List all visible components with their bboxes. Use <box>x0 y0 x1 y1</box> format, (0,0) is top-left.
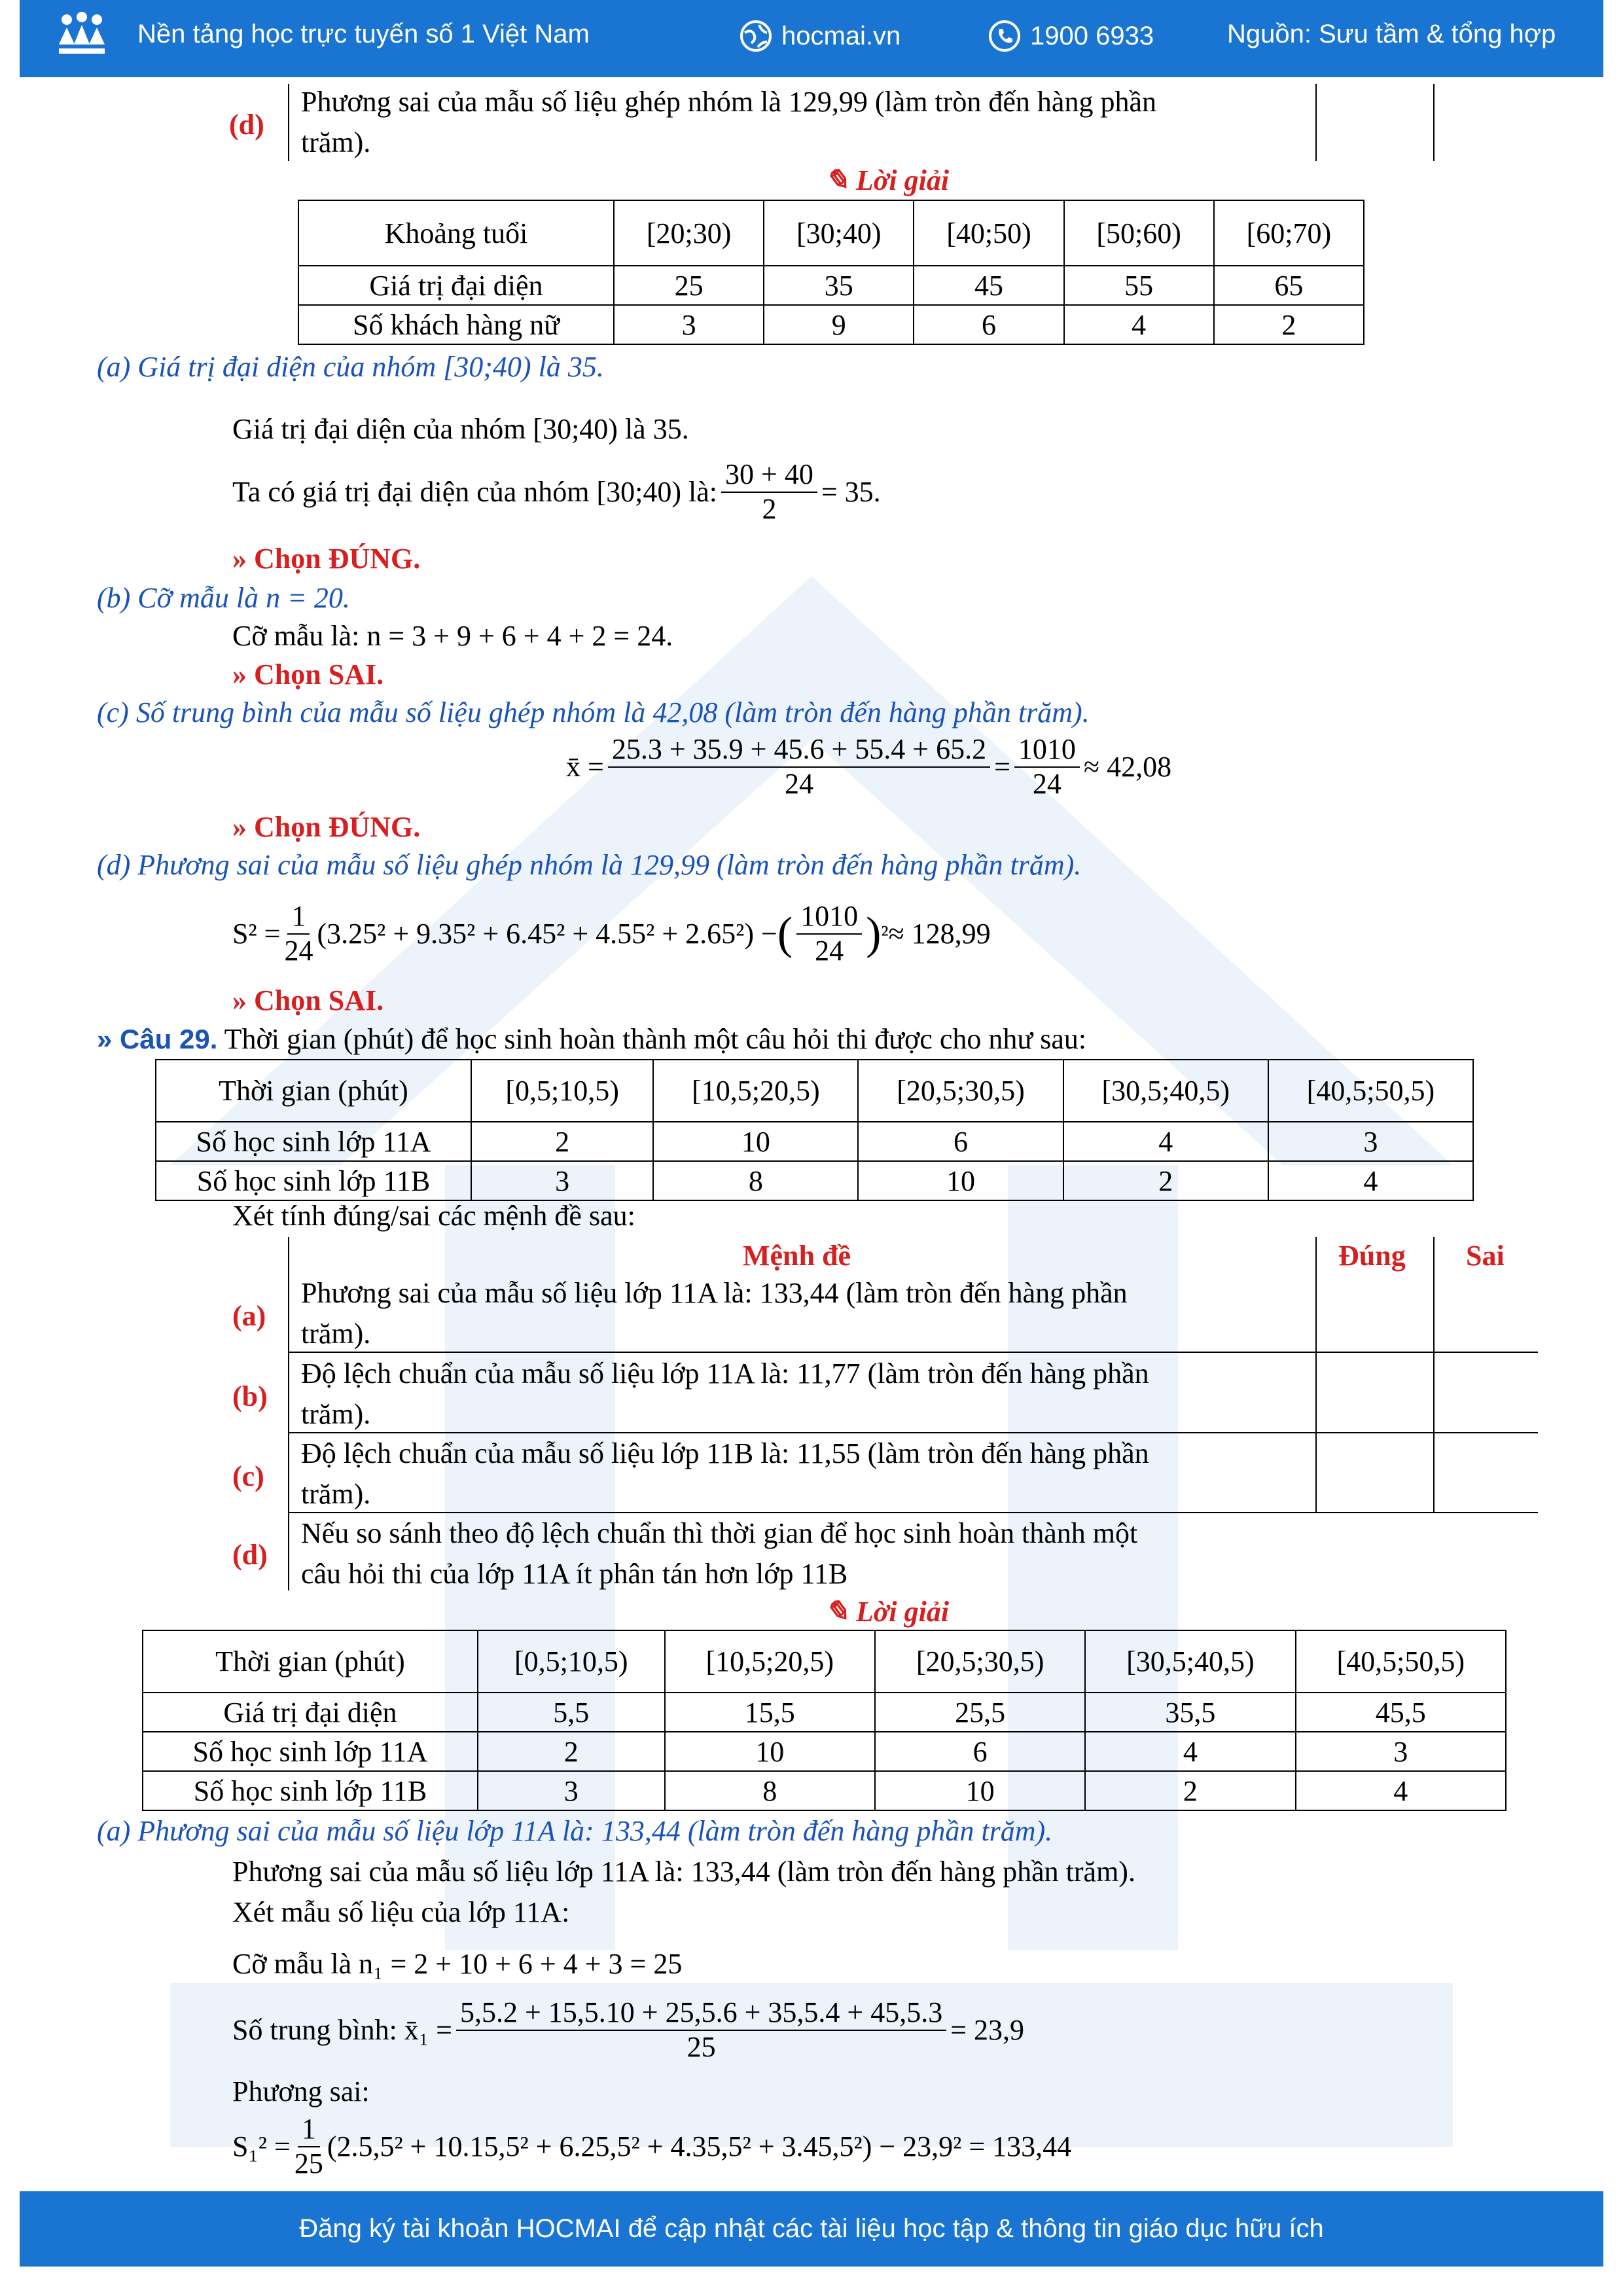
table-cell: 35,5 <box>1085 1693 1295 1732</box>
statement-label: (c) <box>232 1460 264 1492</box>
sol2-a-variance: S₁² = $\frac{1}{25}$ (2.5,5² + 10.15,5² + 6.25,5² + 4.35,5² + 3.45,5²) − 23,9² = 133,44 <box>232 2113 1072 2179</box>
table-header-cell: Thời gian (phút) <box>143 1630 478 1693</box>
table-cell: 5,5 <box>478 1693 665 1732</box>
table-cell: 2 <box>478 1732 665 1771</box>
sol1-c-choice: » Chọn ĐÚNG. <box>232 811 421 843</box>
table-cell: 6 <box>875 1732 1085 1771</box>
table-header-cell: [30,5;40,5) <box>1063 1060 1268 1122</box>
statement-line: Độ lệch chuẩn của mẫu số liệu lớp 11B là: 11,55 (làm tròn đến hàng phần <box>301 1437 1149 1469</box>
table-header-cell: [20,5;30,5) <box>858 1060 1063 1122</box>
table-header-cell: Thời gian (phút) <box>156 1060 471 1122</box>
table-header-cell: [0,5;10,5) <box>471 1060 653 1122</box>
question-29 <box>97 1022 1086 1056</box>
question-29-label: » Câu 29. <box>97 1024 218 1054</box>
table-cell: 2 <box>1063 1161 1268 1200</box>
table-cell: 3 <box>471 1161 653 1200</box>
table-header-cell: [30,5;40,5) <box>1085 1630 1295 1693</box>
sol1-b-choice: » Chọn SAI. <box>232 658 384 691</box>
table-cell: 45 <box>914 266 1063 305</box>
top-row-line2: trăm). <box>301 126 371 158</box>
statement-line: trăm). <box>301 1398 371 1430</box>
sol1-b-line1: Cỡ mẫu là: n = 3 + 9 + 6 + 4 + 2 = 24. <box>232 620 673 652</box>
sol2-a-line3: Cỡ mẫu là n₁ = 2 + 10 + 6 + 4 + 3 = 25 <box>232 1948 683 1980</box>
table-header-cell: [0,5;10,5) <box>478 1630 665 1693</box>
column-statement: Mệnh đề <box>743 1240 851 1272</box>
sol2-a-statement: (a) Phương sai của mẫu số liệu lớp 11A là: 133,44 (làm tròn đến hàng phần trăm). <box>97 1815 1053 1847</box>
sol1-a-line2: Ta có giá trị đại diện của nhóm [30;40) là: $\frac{30 + 40}{2}$ = 35. <box>232 458 881 525</box>
table-cell: 35 <box>764 266 914 305</box>
table-cell: 3 <box>614 305 764 344</box>
solution-heading-1: ✎ Lời giải <box>825 164 950 196</box>
table-cell: 4 <box>1296 1771 1506 1810</box>
sol1-c-statement: (c) Số trung bình của mẫu số liệu ghép nhóm là 42,08 (làm tròn đến hàng phần trăm). <box>97 696 1090 728</box>
footer-text[interactable]: Đăng ký tài khoản HOCMAI để cập nhật các tài liệu học tập & thông tin giáo dục hữu ích <box>299 2214 1324 2243</box>
table-cell: 55 <box>1064 266 1214 305</box>
sol1-d-statement: (d) Phương sai của mẫu số liệu ghép nhóm là 129,99 (làm tròn đến hàng phần trăm). <box>97 849 1082 881</box>
table-cell: 2 <box>1214 305 1364 344</box>
table-cell: Số khách hàng nữ <box>298 305 614 344</box>
table-cell: 3 <box>1268 1122 1473 1161</box>
table-cell: 10 <box>665 1732 875 1771</box>
phone-icon <box>988 20 1021 52</box>
table-cell: Số học sinh lớp 11A <box>156 1122 471 1161</box>
time-table <box>155 1059 1474 1201</box>
footer-bar[interactable] <box>20 2191 1603 2267</box>
table-header-cell: [20;30) <box>614 200 764 266</box>
table-cell: 4 <box>1085 1732 1295 1771</box>
table-header-cell: [20,5;30,5) <box>875 1630 1085 1693</box>
question-29-text: Thời gian (phút) để học sinh hoàn thành một câu hỏi thi được cho như sau: <box>224 1023 1087 1055</box>
table-cell: 2 <box>1085 1771 1295 1810</box>
column-true: Đúng <box>1338 1240 1406 1272</box>
table-cell: 6 <box>914 305 1063 344</box>
header-phone-group[interactable] <box>988 20 1154 52</box>
table-header-cell: Khoảng tuổi <box>298 200 614 266</box>
sol2-a-variance-label: Phương sai: <box>232 2075 370 2108</box>
top-row-label: (d) <box>229 109 264 141</box>
header-bar <box>20 0 1603 77</box>
statement-line: câu hỏi thi của lớp 11A ít phân tán hơn lớp 11B <box>301 1558 848 1590</box>
sol1-d-choice: » Chọn SAI. <box>232 984 384 1016</box>
sol1-b-statement: (b) Cỡ mẫu là n = 20. <box>97 582 350 614</box>
table-cell: Số học sinh lớp 11B <box>143 1771 478 1810</box>
table-cell: 3 <box>478 1771 665 1810</box>
table-cell: Giá trị đại diện <box>143 1693 478 1732</box>
question-instruction: Xét tính đúng/sai các mệnh đề sau: <box>232 1200 635 1232</box>
table-header-cell: [40,5;50,5) <box>1296 1630 1506 1693</box>
table-cell: 8 <box>653 1161 858 1200</box>
sol1-a-choice: » Chọn ĐÚNG. <box>232 543 421 575</box>
pencil-icon: ✎ <box>825 164 856 196</box>
table-cell: Giá trị đại diện <box>298 266 614 305</box>
sol2-a-line2: Xét mẫu số liệu của lớp 11A: <box>232 1896 570 1928</box>
table-header-cell: [40,5;50,5) <box>1268 1060 1473 1122</box>
table-cell: 2 <box>471 1122 653 1161</box>
pencil-icon: ✎ <box>825 1596 856 1628</box>
statement-line: Độ lệch chuẩn của mẫu số liệu lớp 11A là: 11,77 (làm tròn đến hàng phần <box>301 1357 1149 1390</box>
sol1-d-formula: S² = $\frac{1}{24}$ (3.25² + 9.35² + 6.45² + 4.55² + 2.65²) − ( $\frac{1010}{24}$ ) ² ≈ 128,99 <box>232 900 991 967</box>
statement-label: (d) <box>232 1539 268 1571</box>
sol1-a-statement: (a) Giá trị đại diện của nhóm [30;40) là 35. <box>97 351 604 383</box>
statement-line: trăm). <box>301 1318 371 1350</box>
table-cell: 65 <box>1214 266 1364 305</box>
top-row-line1: Phương sai của mẫu số liệu ghép nhóm là 129,99 (làm tròn đến hàng phần <box>301 86 1156 118</box>
solution-heading-2: ✎ Lời giải <box>825 1596 950 1628</box>
table-cell: 10 <box>875 1771 1085 1810</box>
sol2-a-mean: Số trung bình: x̄₁ = $\frac{5,5.2 + 15,5.10 + 25,5.6 + 35,5.4 + 45,5.3}{25}$ = 23,9 <box>232 1996 1025 2063</box>
statement-line: trăm). <box>301 1478 371 1510</box>
statement-label: (a) <box>232 1300 266 1332</box>
table-cell: 9 <box>764 305 914 344</box>
header-phone[interactable]: 1900 6933 <box>1030 21 1154 50</box>
globe-icon <box>740 20 772 52</box>
header-source: Nguồn: Sưu tầm & tổng hợp <box>1227 20 1556 48</box>
header-website[interactable]: hocmai.vn <box>781 21 901 50</box>
column-false: Sai <box>1466 1240 1505 1272</box>
table-cell: 25 <box>614 266 764 305</box>
table-header-cell: [10,5;20,5) <box>653 1060 858 1122</box>
table-cell: 4 <box>1268 1161 1473 1200</box>
table-cell: 10 <box>858 1161 1063 1200</box>
table-header-cell: [30;40) <box>764 200 914 266</box>
table-cell: 8 <box>665 1771 875 1810</box>
time-table-solution <box>142 1630 1507 1811</box>
table-cell: 6 <box>858 1122 1063 1161</box>
sol2-a-line1: Phương sai của mẫu số liệu lớp 11A là: 133,44 (làm tròn đến hàng phần trăm). <box>232 1856 1135 1888</box>
table-cell: 15,5 <box>665 1693 875 1732</box>
table-cell: 10 <box>653 1122 858 1161</box>
table-cell: Số học sinh lớp 11A <box>143 1732 478 1771</box>
header-slogan: Nền tảng học trực tuyến số 1 Việt Nam <box>137 20 590 48</box>
hocmai-logo-icon <box>52 12 111 58</box>
table-cell: 45,5 <box>1296 1693 1506 1732</box>
table-cell: 4 <box>1064 305 1214 344</box>
table-header-cell: [10,5;20,5) <box>665 1630 875 1693</box>
statement-label: (b) <box>232 1380 268 1412</box>
table-header-cell: [50;60) <box>1064 200 1214 266</box>
age-group-table <box>298 200 1364 345</box>
table-cell: 25,5 <box>875 1693 1085 1732</box>
table-cell: 4 <box>1063 1122 1268 1161</box>
statement-line: Phương sai của mẫu số liệu lớp 11A là: 133,44 (làm tròn đến hàng phần <box>301 1277 1128 1309</box>
table-header-cell: [60;70) <box>1214 200 1364 266</box>
statement-line: Nếu so sánh theo độ lệch chuẩn thì thời gian để học sinh hoàn thành một <box>301 1517 1138 1549</box>
header-slogan-group <box>137 20 590 49</box>
sol1-a-line1: Giá trị đại diện của nhóm [30;40) là 35. <box>232 413 689 445</box>
table-header-cell: [40;50) <box>914 200 1063 266</box>
header-website-group[interactable] <box>740 20 901 52</box>
table-cell: 3 <box>1296 1732 1506 1771</box>
table-cell: Số học sinh lớp 11B <box>156 1161 471 1200</box>
sol1-c-formula: x̄ = $\frac{25.3 + 35.9 + 45.6 + 55.4 + 65.2}{24}$ = $\frac{1010}{24}$ ≈ 42,08 <box>566 733 1172 800</box>
